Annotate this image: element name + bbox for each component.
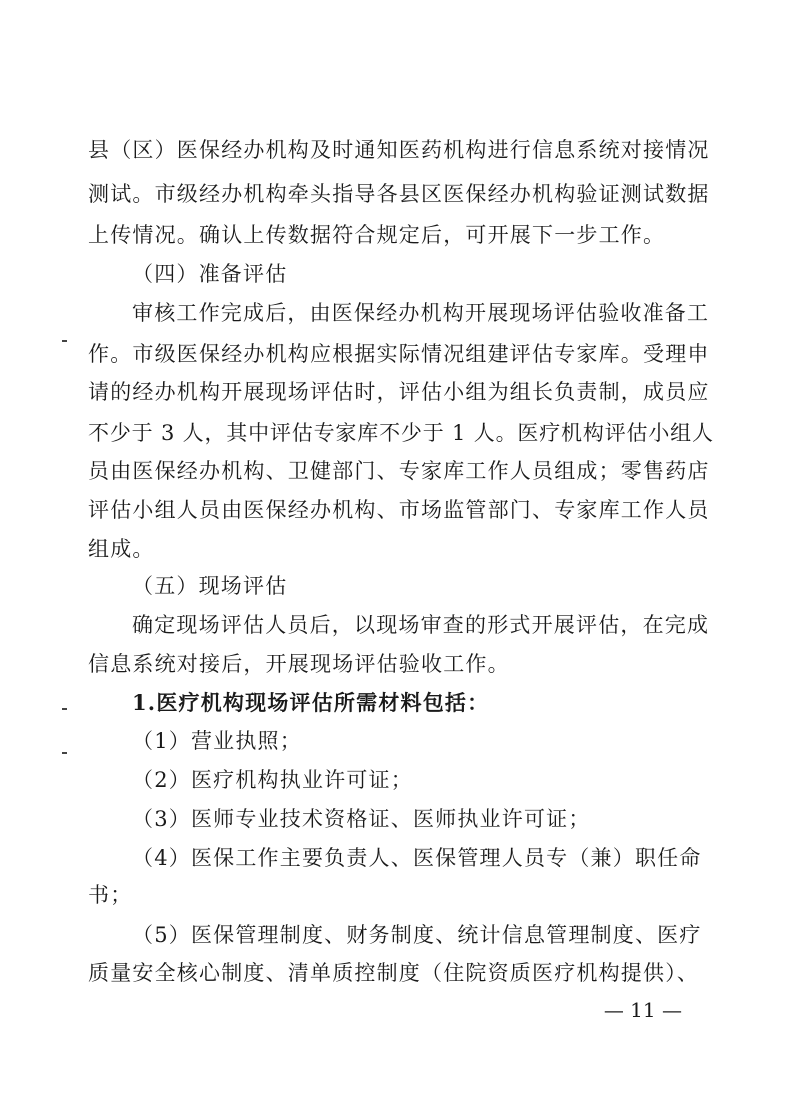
body-line: 组成。 [88, 537, 155, 561]
body-line: 不少于 3 人，其中评估专家库不少于 1 人。医疗机构评估小组人 [88, 421, 714, 445]
list-item: （5）医保管理制度、财务制度、统计信息管理制度、医疗 [132, 923, 702, 947]
body-line: 信息系统对接后，开展现场评估验收工作。 [88, 652, 510, 676]
body-line: 作。市级医保经办机构应根据实际情况组建评估专家库。受理申 [88, 342, 710, 366]
binding-mark [62, 708, 67, 710]
body-line: 县（区）医保经办机构及时通知医药机构进行信息系统对接情况 [88, 138, 710, 162]
list-item-continuation: 质量安全核心制度、清单质控制度（住院资质医疗机构提供）、 [88, 961, 700, 985]
body-line: 请的经办机构开展现场评估时，评估小组为组长负责制，成员应 [88, 380, 710, 404]
list-item-continuation: 书； [88, 883, 133, 907]
section-heading: （五）现场评估 [132, 574, 288, 598]
list-item: （1）营业执照； [132, 729, 302, 753]
page-number: — 11 — [603, 998, 682, 1022]
list-item: （3）医师专业技术资格证、医师执业许可证； [132, 807, 591, 831]
body-line: 审核工作完成后，由医保经办机构开展现场评估验收准备工 [132, 301, 710, 325]
list-item: （2）医疗机构执业许可证； [132, 768, 413, 792]
body-line: 测试。市级经办机构牵头指导各县区医保经办机构验证测试数据 [88, 182, 710, 206]
section-heading: （四）准备评估 [132, 262, 288, 286]
body-line: 上传情况。确认上传数据符合规定后，可开展下一步工作。 [88, 223, 666, 247]
body-line: 评估小组人员由医保经办机构、市场监管部门、专家库工作人员 [88, 498, 710, 522]
list-item: （4）医保工作主要负责人、医保管理人员专（兼）职任命 [132, 846, 702, 870]
binding-mark [62, 340, 67, 342]
body-line: 员由医保经办机构、卫健部门、专家库工作人员组成；零售药店 [88, 459, 710, 483]
binding-mark [62, 752, 67, 754]
subsection-heading: 1.医疗机构现场评估所需材料包括： [132, 690, 490, 715]
body-line: 确定现场评估人员后，以现场审查的形式开展评估，在完成 [132, 613, 710, 637]
